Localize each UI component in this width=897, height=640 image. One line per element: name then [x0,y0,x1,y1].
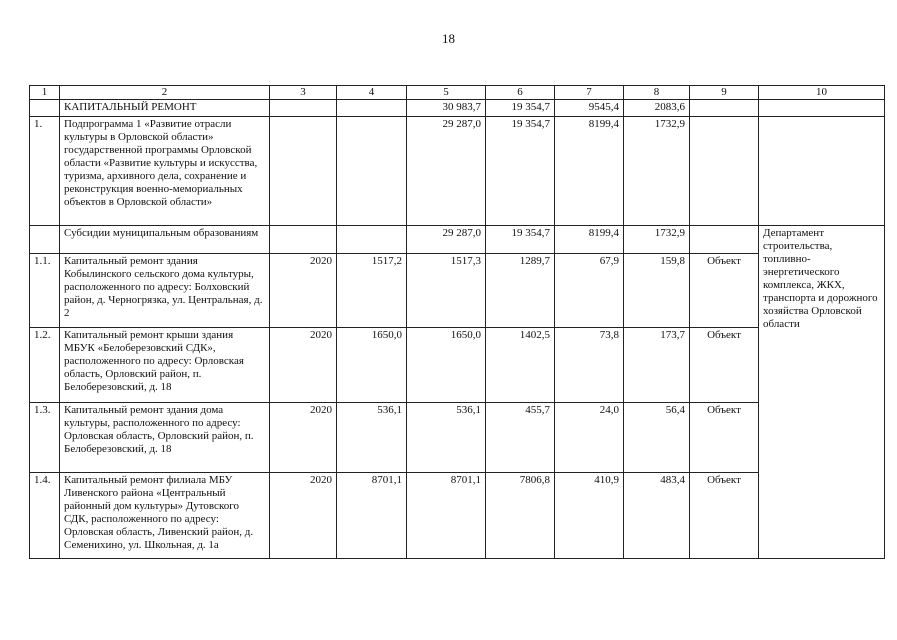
row-total: 8701,1 [407,473,486,559]
row-year: 2020 [270,473,337,559]
table-row-subprogram [30,117,885,226]
row-number: 1.1. [30,254,60,328]
row-year [270,226,337,254]
row-municipal: 1732,9 [624,117,690,226]
row-municipal: 2083,6 [624,100,690,117]
row-cost [337,100,407,117]
row-unit: Объект [690,403,759,473]
row-total: 29 287,0 [407,226,486,254]
header-cell: 7 [555,86,624,100]
header-cell: 4 [337,86,407,100]
row-number: 1. [30,117,60,226]
row-number: 1.3. [30,403,60,473]
row-regional: 8199,4 [555,226,624,254]
header-cell: 6 [486,86,555,100]
header-cell: 5 [407,86,486,100]
row-municipal: 1732,9 [624,226,690,254]
row-federal: 7806,8 [486,473,555,559]
row-cost: 1650,0 [337,328,407,403]
row-federal: 19 354,7 [486,100,555,117]
row-year [270,117,337,226]
empty-cell [759,100,885,117]
row-regional: 73,8 [555,328,624,403]
table-row-1-3 [30,403,885,473]
row-cost [337,117,407,226]
row-name: Подпрограмма 1 «Развитие отрасли культуры в Орловской области» государственной программы Орловской области «Развитие культуры и искусства, туризма, архивного дела, сохранение и реконструкция военно-мемориальных объектов в Орловской области» [60,117,270,226]
row-regional: 67,9 [555,254,624,328]
page-number: 18 [442,31,455,46]
row-total: 1650,0 [407,328,486,403]
row-cost [337,226,407,254]
capital-repair-table [29,85,885,559]
row-federal: 1402,5 [486,328,555,403]
header-row [30,86,885,100]
row-regional: 410,9 [555,473,624,559]
header-cell: 3 [270,86,337,100]
row-unit [690,100,759,117]
empty-cell [759,117,885,226]
row-year: 2020 [270,328,337,403]
table-row-capital-repair [30,100,885,117]
header-cell: 10 [759,86,885,100]
row-name: Капитальный ремонт филиала МБУ Ливенского района «Центральный районный дом культуры» Дутовского СДК, расположенного по адресу: Орловская область, Ливенский район, д. Семенихино, ул. Школьная, д. 1а [60,473,270,559]
row-unit: Объект [690,254,759,328]
table-row-1-2 [30,328,885,403]
row-regional: 24,0 [555,403,624,473]
row-municipal: 56,4 [624,403,690,473]
row-year: 2020 [270,254,337,328]
row-federal: 1289,7 [486,254,555,328]
row-name: Капитальный ремонт крыши здания МБУК «Белоберезовский СДК», расположенного по адресу: Орловская область, Орловский район, п. Белоберезовский, д. 18 [60,328,270,403]
row-cost: 536,1 [337,403,407,473]
row-name: КАПИТАЛЬНЫЙ РЕМОНТ [60,100,270,117]
row-municipal: 173,7 [624,328,690,403]
row-unit [690,117,759,226]
row-number: 1.2. [30,328,60,403]
row-number [30,226,60,254]
row-total: 30 983,7 [407,100,486,117]
row-name: Субсидии муниципальным образованиям [60,226,270,254]
header-cell: 2 [60,86,270,100]
row-total: 536,1 [407,403,486,473]
row-municipal: 483,4 [624,473,690,559]
row-number: 1.4. [30,473,60,559]
row-municipal: 159,8 [624,254,690,328]
header-cell: 1 [30,86,60,100]
row-total: 1517,3 [407,254,486,328]
header-cell: 8 [624,86,690,100]
row-name: Капитальный ремонт здания Кобылинского сельского дома культуры, расположенного по адресу: Болховский район, д. Черногрязка, ул. Центральная, д. 2 [60,254,270,328]
row-federal: 455,7 [486,403,555,473]
row-unit [690,226,759,254]
header-cell: 9 [690,86,759,100]
table-row-1-4 [30,473,885,559]
table-row-1-1 [30,254,885,328]
table-row-subsidies [30,226,885,254]
row-federal: 19 354,7 [486,117,555,226]
row-regional: 9545,4 [555,100,624,117]
row-year: 2020 [270,403,337,473]
department-cell: Департамент строительства, топливно-энергетического комплекса, ЖКХ, транспорта и дорожного хозяйства Орловской области [759,226,885,559]
row-cost: 8701,1 [337,473,407,559]
row-number [30,100,60,117]
row-total: 29 287,0 [407,117,486,226]
row-regional: 8199,4 [555,117,624,226]
row-cost: 1517,2 [337,254,407,328]
row-unit: Объект [690,473,759,559]
row-federal: 19 354,7 [486,226,555,254]
row-name: Капитальный ремонт здания дома культуры, расположенного по адресу: Орловская область, Орловский район, п. Белоберезовский, д. 18 [60,403,270,473]
row-unit: Объект [690,328,759,403]
row-year [270,100,337,117]
